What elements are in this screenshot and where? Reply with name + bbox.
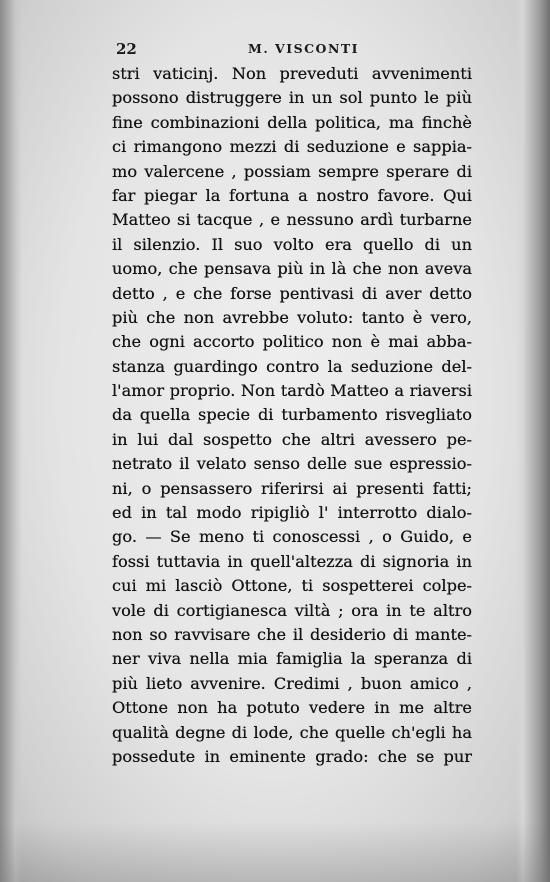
running-head: M. VISCONTI — [248, 41, 360, 56]
text-line: mo valercene , possiam sempre sperare di — [112, 161, 472, 181]
text-line: cui mi lasciò Ottone, ti sospetterei colpe- — [112, 576, 472, 596]
text-line: netrato il velato senso delle sue espressio- — [112, 454, 472, 474]
text-line: detto , e che forse pentivasi di aver detto — [112, 283, 472, 303]
text-line: non so ravvisare che il desiderio di mante- — [112, 624, 472, 644]
text-line: far piegar la fortuna a nostro favore. Qui — [112, 185, 472, 205]
text-line: possedute in eminente grado: che se pur — [112, 746, 472, 766]
text-line: ci rimangono mezzi di seduzione e sappia- — [112, 137, 472, 157]
text-line: possono distruggere in un sol punto le più — [112, 88, 472, 108]
text-line: ni, o pensassero riferirsi ai presenti fatti; — [112, 478, 472, 498]
text-line: fine combinazioni della politica, ma finchè — [112, 112, 472, 132]
text-line: Matteo si tacque , e nessuno ardì turbarne — [112, 210, 472, 230]
text-line: in lui dal sospetto che altri avessero pe- — [112, 429, 472, 449]
text-line: che ogni accorto politico non è mai abba- — [112, 332, 472, 352]
text-line: più che non avrebbe voluto: tanto è vero, — [112, 307, 472, 327]
text-line: stri vaticinj. Non preveduti avvenimenti — [112, 64, 472, 83]
text-line: ed in tal modo ripigliò l' interrotto dialo- — [112, 503, 472, 523]
text-line: fossi tuttavia in quell'altezza di signoria in — [112, 551, 472, 571]
body-text — [112, 62, 472, 769]
text-line: qualità degne di lode, che quelle ch'egli ha — [112, 722, 472, 742]
text-line: da quella specie di turbamento risvegliato — [112, 405, 472, 425]
text-line: vole di cortigianesca viltà ; ora in te altro — [112, 600, 472, 620]
text-line: ner viva nella mia famiglia la speranza di — [112, 649, 472, 669]
page-bottom-shadow — [0, 822, 550, 882]
page-number: 22 — [116, 40, 137, 58]
text-line: uomo, che pensava più in là che non aveva — [112, 259, 472, 279]
page-edge-shadow — [516, 0, 550, 882]
text-line: Ottone non ha potuto vedere in me altre — [112, 698, 472, 718]
text-line: più lieto avvenire. Credimi , buon amico , — [112, 673, 472, 693]
text-line: go. — Se meno ti conoscessi , o Guido, e — [112, 527, 472, 547]
text-line: il silenzio. Il suo volto era quello di un — [112, 234, 472, 254]
text-line: l'amor proprio. Non tardò Matteo a riaversi — [112, 381, 472, 401]
page-gutter-shadow — [0, 0, 22, 882]
page-header — [116, 40, 456, 62]
text-line: stanza guardingo contro la seduzione del- — [112, 356, 472, 376]
